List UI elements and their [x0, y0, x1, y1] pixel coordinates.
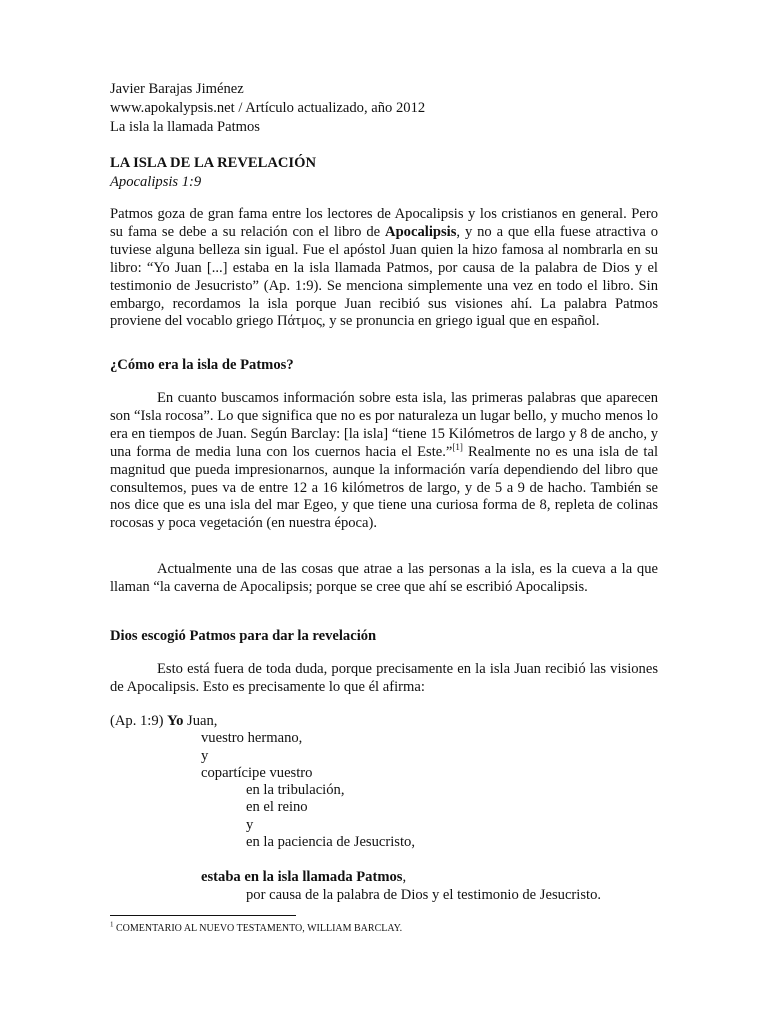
scripture-reference: Apocalipsis 1:9 [110, 174, 202, 190]
island-text-1b: Realmente no es una isla de tal magnitud que pueda impresionarnos, aunque la información varía dependiendo del libro que consultemos, pues va de entre 12 a 16 kilómetros de largo, y de 5 a 9 de hacho. También se nos dice que es una isla del mar Egeo, y que tiene una curiosa forma de 8, repleta de colinas rocosas y poca vegetación (en nuestra época). [110, 443, 659, 532]
verse-line-2: vuestro hermano, [201, 730, 303, 747]
verse-ref: (Ap. 1:9) [110, 713, 164, 729]
verse-block [110, 713, 670, 904]
verse-spacer [110, 851, 670, 869]
intro-text-2: , y no a que ella fuese atractiva o tuviese alguna belleza sin igual. Fue el apóstol Juan quien la hizo famosa al nombrarla en su libro: “Yo Juan [...] estaba en la isla llamada Patmos, por causa de la palabra de Dios y el testimonio de Jesucristo” (Ap. 1:9). Se menciona simplemente una vez en todo el libro. Sin embargo, recordamos la isla porque Juan recibió sus visiones ahí. La palabra Patmos proviene del vocablo griego Πάτμος, y se pronuncia en griego igual que en español. [110, 223, 658, 330]
topic-line: La isla la llamada Patmos [110, 119, 260, 135]
verse-line-10: por causa de la palabra de Dios y el testimonio de Jesucristo. [246, 886, 602, 903]
verse-line-9 [110, 869, 670, 886]
section-heading-revelation: Dios escogió Patmos para dar la revelación [110, 628, 377, 644]
verse-yo: Yo [167, 713, 184, 729]
site-line: www.apokalypsis.net / Artículo actualizado, año 2012 [110, 100, 426, 116]
document-header [110, 80, 425, 137]
verse-line-5: en la tribulación, [246, 782, 345, 799]
verse-comma: , [402, 869, 407, 886]
footnote-number: 1 [110, 920, 114, 929]
footnote-text: COMENTARIO AL NUEVO TESTAMENTO, WILLIAM BARCLAY. [113, 923, 403, 934]
island-paragraph-1 [110, 390, 658, 533]
verse-line-3: y [201, 747, 209, 764]
intro-bold-apocalipsis: Apocalipsis [385, 223, 457, 240]
verse-patmos-bold: estaba en la isla llamada Patmos [201, 869, 403, 886]
page-title: LA ISLA DE LA REVELACIÓN [110, 155, 316, 171]
author-name: Javier Barajas Jiménez [110, 81, 244, 97]
section-heading-island: ¿Cómo era la isla de Patmos? [110, 357, 294, 373]
island-text-1a: En cuanto buscamos información sobre esta isla, las primeras palabras que aparecen son “Isla rocosa”. Lo que significa que no es por naturaleza un lugar bello, y mucho menos lo era en tiempos de Juan. Según Barclay: [la isla] “tiene 15 Kilómetros de largo y 8 de ancho, y una forma de media luna con los cuernos hacia el Este.” [110, 390, 658, 460]
verse-line-7: y [246, 816, 254, 833]
verse-line-4: copartícipe vuestro [201, 764, 313, 781]
article-title [110, 154, 316, 192]
footnote-reference[interactable]: [1] [452, 441, 463, 452]
verse-juan: Juan, [183, 713, 218, 729]
intro-text-1: Patmos goza de gran fama entre los lectores de Apocalipsis y los cristianos en general. Pero su fama se debe a su relación con el libro de [110, 206, 658, 240]
footnote-divider [110, 915, 296, 916]
verse-line-8: en la paciencia de Jesucristo, [246, 834, 415, 851]
verse-line-1 [110, 713, 670, 730]
island-paragraph-2: Actualmente una de las cosas que atrae a las personas a la isla, es la cueva a la que llaman “la caverna de Apocalipsis; porque se cree que ahí se escribió Apocalipsis. [110, 561, 658, 595]
footnote [110, 922, 402, 936]
intro-paragraph [110, 206, 658, 331]
revelation-paragraph: Esto está fuera de toda duda, porque precisamente en la isla Juan recibió las visiones de Apocalipsis. Esto es precisamente lo que él afirma: [110, 661, 658, 695]
verse-line-6: en el reino [246, 799, 308, 816]
